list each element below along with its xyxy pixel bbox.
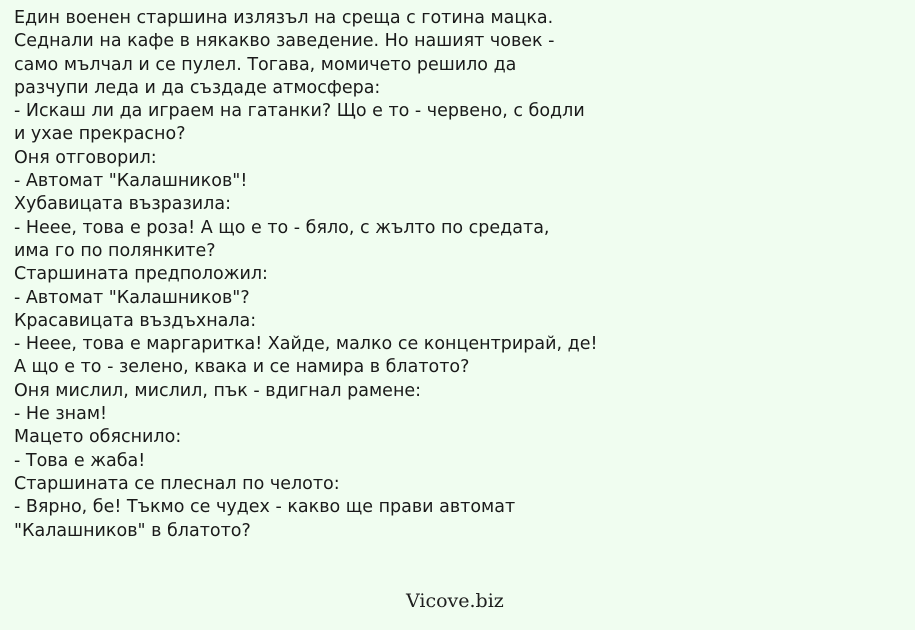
joke-text	[14, 7, 904, 543]
joke-line: Оня отговорил:	[14, 147, 157, 168]
joke-line: Седнали на кафе в някакво заведение. Но нашият човек -	[14, 31, 555, 52]
joke-line: - Вярно, бе! Тъкмо се чудех - какво ще прави автомат	[14, 497, 516, 518]
joke-line: - Неее, това е роза! А що е то - бяло, с жълто по средата,	[14, 217, 550, 238]
joke-line: разчупи леда и да създаде атмосфера:	[14, 77, 381, 98]
joke-line: - Искаш ли да играем на гатанки? Що е то - червено, с бодли	[14, 101, 585, 122]
joke-line: Мацето обяснило:	[14, 427, 182, 448]
joke-line: Оня мислил, мислил, пък - вдигнал рамене:	[14, 380, 422, 401]
joke-line: и ухае прекрасно?	[14, 124, 186, 145]
joke-line: Един военен старшина излязъл на среща с готина мацка.	[14, 8, 554, 28]
joke-line: Старшината се плеснал по челото:	[14, 473, 340, 494]
joke-line: "Калашников" в блатото?	[14, 520, 251, 541]
joke-line: Красавицата въздъхнала:	[14, 310, 257, 331]
joke-line: Хубавицата възразила:	[14, 194, 231, 215]
joke-line: А що е то - зелено, квака и се намира в блатото?	[14, 357, 470, 378]
joke-line: - Неее, това е маргаритка! Хайде, малко се концентрирай, де!	[14, 334, 598, 355]
joke-line: само мълчал и се пулел. Тогава, момичето решило да	[14, 54, 517, 75]
joke-line: - Автомат "Калашников"?	[14, 287, 250, 308]
joke-line: - Това е жаба!	[14, 450, 146, 471]
joke-line: - Автомат "Калашников"!	[14, 171, 248, 192]
joke-line: Старшината предположил:	[14, 264, 268, 285]
joke-line: има го по полянките?	[14, 240, 216, 261]
site-watermark: Vicove.biz	[406, 590, 504, 612]
joke-line: - Не знам!	[14, 404, 108, 425]
